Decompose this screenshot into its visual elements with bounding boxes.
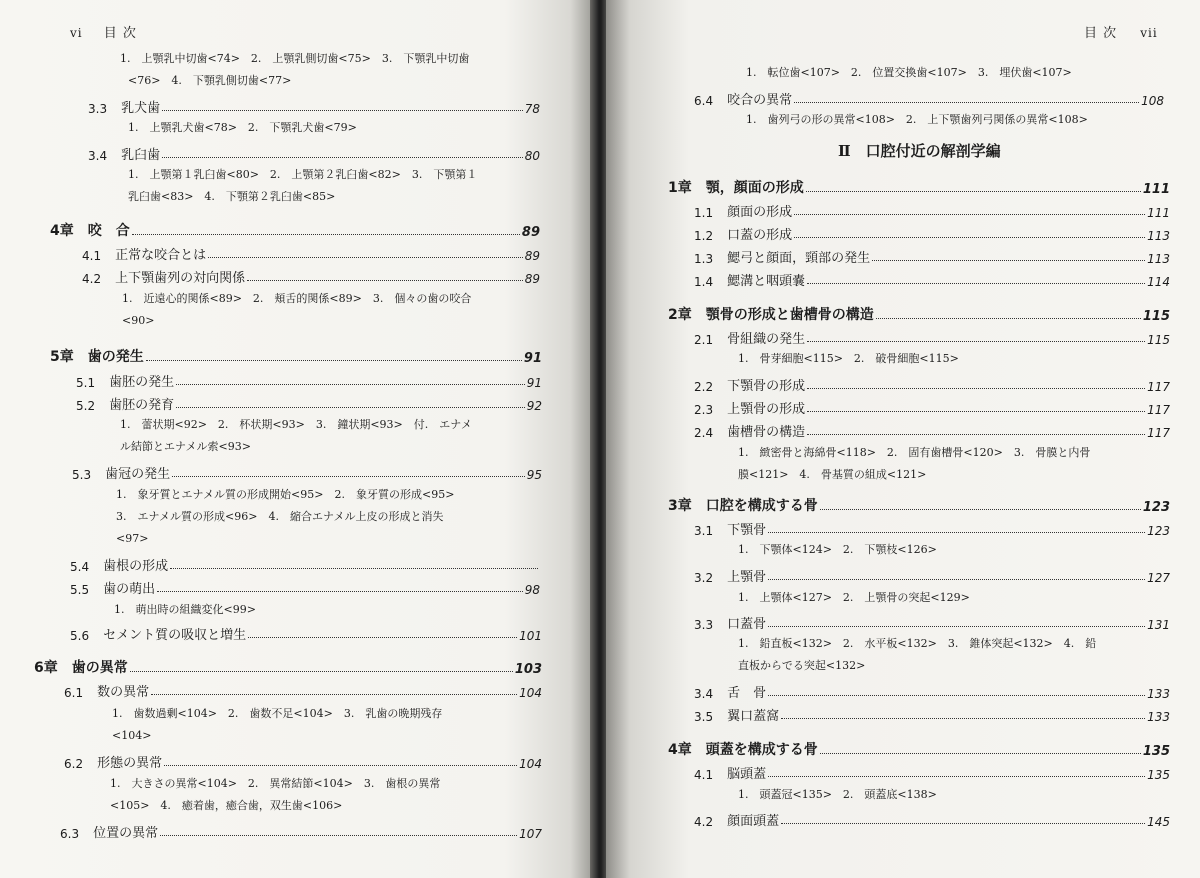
toc-section-row bbox=[694, 372, 1170, 394]
toc-number: 2章 bbox=[668, 307, 692, 323]
toc-section-row bbox=[82, 264, 540, 286]
toc-title: 歯槽骨の構造 bbox=[727, 425, 806, 440]
toc-number: 3.5 bbox=[694, 710, 714, 724]
toc-number: 2.3 bbox=[694, 403, 714, 417]
toc-leader-dots bbox=[768, 579, 1145, 580]
toc-title: 歯冠の発生 bbox=[105, 467, 171, 482]
toc-number: 2.2 bbox=[694, 380, 714, 394]
toc-subitems: 1. 上顎乳犬歯<78> 2. 下顎乳犬歯<79> bbox=[128, 121, 357, 134]
toc-leader-dots bbox=[794, 102, 1139, 103]
toc-subitems: 1. 頭蓋冠<135> 2. 頭蓋底<138> bbox=[738, 788, 937, 801]
toc-subitems: <97> bbox=[116, 532, 149, 545]
toc-subitems: 1. 象牙質とエナメル質の形成開始<95> 2. 象牙質の形成<95> bbox=[116, 488, 455, 501]
toc-subitems: <90> bbox=[122, 314, 155, 327]
toc-title: 下顎骨の形成 bbox=[727, 379, 806, 394]
toc-leader-dots bbox=[807, 283, 1145, 284]
toc-number: 1.4 bbox=[694, 275, 714, 289]
toc-subitems: 1. 上顎第１乳臼歯<80> 2. 上顎第２乳臼歯<82> 3. 下顎第１ bbox=[128, 168, 478, 181]
toc-section-row bbox=[70, 552, 540, 574]
toc-subitems: 膜<121> 4. 骨基質の組成<121> bbox=[738, 468, 927, 481]
toc-leader-dots bbox=[162, 110, 523, 111]
toc-title: 顔面頭蓋 bbox=[727, 814, 780, 829]
toc-page-number: 135 bbox=[1147, 768, 1170, 782]
toc-page-number: 101 bbox=[519, 629, 542, 643]
toc-title: 鰓弓と顔面，頸部の発生 bbox=[727, 251, 871, 266]
toc-leader-dots bbox=[872, 260, 1145, 261]
toc-number: 6.4 bbox=[694, 94, 714, 108]
toc-leader-dots bbox=[807, 388, 1145, 389]
toc-page-number: 103 bbox=[514, 662, 542, 677]
toc-page-number: 133 bbox=[1147, 687, 1170, 701]
toc-number: 4.2 bbox=[694, 815, 714, 829]
part-heading: Ⅱ 口腔付近の解剖学編 bbox=[838, 142, 1001, 160]
toc-page-number: 92 bbox=[526, 399, 542, 413]
left-page bbox=[0, 0, 594, 878]
toc-number: 3.4 bbox=[88, 149, 108, 163]
toc-title: 歯胚の発生 bbox=[109, 375, 175, 390]
toc-subitems: 1. 上顎乳中切歯<74> 2. 上顎乳側切歯<75> 3. 下顎乳中切歯 bbox=[120, 52, 470, 65]
toc-number: 4.2 bbox=[82, 272, 102, 286]
toc-page-number: 104 bbox=[519, 686, 542, 700]
toc-section-row bbox=[694, 86, 1164, 108]
toc-section-row bbox=[694, 267, 1170, 289]
toc-title: 歯の萌出 bbox=[103, 582, 156, 597]
toc-subitems: ル結節とエナメル索<93> bbox=[120, 440, 251, 453]
toc-number: 5.2 bbox=[76, 399, 96, 413]
toc-number: 6.3 bbox=[60, 827, 80, 841]
toc-leader-dots bbox=[164, 765, 517, 766]
toc-number: 5.1 bbox=[76, 376, 96, 390]
toc-page-number: 91 bbox=[526, 376, 542, 390]
toc-subitems: 1. 近遠心的関係<89> 2. 頬舌的関係<89> 3. 個々の歯の咬合 bbox=[122, 292, 472, 305]
toc-number: 2.4 bbox=[694, 426, 714, 440]
toc-section-row bbox=[88, 94, 540, 116]
toc-number: 3章 bbox=[668, 498, 692, 514]
toc-section-row bbox=[72, 460, 542, 482]
toc-leader-dots bbox=[162, 157, 523, 158]
toc-leader-dots bbox=[768, 626, 1145, 627]
toc-chapter-row bbox=[50, 218, 540, 240]
toc-section-row bbox=[76, 391, 542, 413]
toc-subitems: 1. 転位歯<107> 2. 位置交換歯<107> 3. 埋伏歯<107> bbox=[746, 66, 1072, 79]
toc-subitems: 3. エナメル質の形成<96> 4. 縮合エナメル上皮の形成と消失 bbox=[116, 510, 444, 523]
toc-title: 正常な咬合とは bbox=[115, 248, 207, 263]
toc-leader-dots bbox=[248, 637, 517, 638]
toc-title: 位置の異常 bbox=[93, 826, 159, 841]
toc-page-number: 95 bbox=[526, 468, 542, 482]
toc-title: 上顎骨 bbox=[727, 570, 767, 585]
toc-leader-dots bbox=[160, 835, 517, 836]
toc-section-row bbox=[694, 221, 1170, 243]
toc-page-number: 111 bbox=[1147, 206, 1170, 220]
right-header-title: 目 次 bbox=[1084, 26, 1118, 41]
toc-number: 3.3 bbox=[694, 618, 714, 632]
toc-leader-dots bbox=[768, 776, 1145, 777]
toc-title: 形態の異常 bbox=[97, 756, 163, 771]
toc-chapter-row bbox=[668, 737, 1170, 759]
toc-page-number: 133 bbox=[1147, 710, 1170, 724]
toc-leader-dots bbox=[807, 341, 1145, 342]
toc-page-number: 115 bbox=[1147, 333, 1170, 347]
toc-section-row bbox=[82, 241, 540, 263]
toc-section-row bbox=[694, 702, 1170, 724]
toc-title: 顎，顔面の形成 bbox=[705, 180, 804, 196]
toc-section-row bbox=[694, 610, 1170, 632]
toc-page-number: 113 bbox=[1147, 252, 1170, 266]
toc-title: 数の異常 bbox=[97, 685, 150, 700]
toc-number: 3.3 bbox=[88, 102, 108, 116]
toc-section-row bbox=[694, 807, 1170, 829]
toc-section-row bbox=[694, 516, 1170, 538]
toc-number: 3.2 bbox=[694, 571, 714, 585]
toc-leader-dots bbox=[781, 718, 1145, 719]
toc-subitems: 1. 上顎体<127> 2. 上顎骨の突起<129> bbox=[738, 591, 970, 604]
toc-section-row bbox=[694, 679, 1170, 701]
toc-section-row bbox=[694, 760, 1170, 782]
toc-number: 1.1 bbox=[694, 206, 714, 220]
toc-subitems: 1. 萌出時の組織変化<99> bbox=[114, 603, 256, 616]
toc-chapter-row bbox=[34, 655, 542, 677]
toc-number: 5.6 bbox=[70, 629, 90, 643]
toc-subitems: 1. 骨芽細胞<115> 2. 破骨細胞<115> bbox=[738, 352, 959, 365]
toc-leader-dots bbox=[247, 280, 523, 281]
toc-leader-dots bbox=[172, 476, 525, 477]
toc-number: 4章 bbox=[668, 742, 692, 758]
toc-number: 5章 bbox=[50, 349, 74, 365]
toc-title: 骨組織の発生 bbox=[727, 332, 806, 347]
toc-page-number: 131 bbox=[1147, 618, 1170, 632]
toc-section-row bbox=[694, 325, 1170, 347]
toc-leader-dots bbox=[170, 568, 538, 569]
toc-page-number: 113 bbox=[1147, 229, 1170, 243]
toc-leader-dots bbox=[781, 823, 1145, 824]
toc-section-row bbox=[694, 418, 1170, 440]
toc-subitems: 1. 蕾状期<92> 2. 杯状期<93> 3. 鐘状期<93> 付. エナメ bbox=[120, 418, 472, 431]
toc-page-number: 117 bbox=[1147, 403, 1170, 417]
toc-number: 4.1 bbox=[82, 249, 102, 263]
toc-subitems: 1. 鉛直板<132> 2. 水平板<132> 3. 錐体突起<132> 4. 鉛 bbox=[738, 637, 1097, 650]
toc-number: 5.5 bbox=[70, 583, 90, 597]
toc-title: 顎骨の形成と歯槽骨の構造 bbox=[705, 307, 874, 323]
toc-leader-dots bbox=[768, 532, 1145, 533]
toc-leader-dots bbox=[876, 318, 1141, 319]
toc-page-number: 145 bbox=[1147, 815, 1170, 829]
toc-number: 3.1 bbox=[694, 524, 714, 538]
toc-title: 鰓溝と咽頭嚢 bbox=[727, 274, 806, 289]
toc-title: 下顎骨 bbox=[727, 523, 767, 538]
toc-subitems: 1. 緻密骨と海綿骨<118> 2. 固有歯槽骨<120> 3. 骨膜と内骨 bbox=[738, 446, 1091, 459]
toc-page-number: 89 bbox=[521, 225, 540, 240]
toc-subitems: 乳臼歯<83> 4. 下顎第２乳臼歯<85> bbox=[128, 190, 336, 203]
toc-section-row bbox=[64, 749, 542, 771]
toc-subitems: 1. 歯数過剰<104> 2. 歯数不足<104> 3. 乳歯の晩期残存 bbox=[112, 707, 443, 720]
toc-title: 口蓋骨 bbox=[727, 617, 767, 632]
toc-leader-dots bbox=[820, 753, 1141, 754]
toc-leader-dots bbox=[820, 509, 1141, 510]
toc-section-row bbox=[694, 563, 1170, 585]
toc-page-number: 114 bbox=[1147, 275, 1170, 289]
toc-title: 咬 合 bbox=[87, 223, 130, 239]
toc-leader-dots bbox=[132, 234, 520, 235]
toc-leader-dots bbox=[807, 434, 1145, 435]
toc-leader-dots bbox=[807, 411, 1145, 412]
toc-chapter-row bbox=[50, 344, 542, 366]
toc-title: 歯の異常 bbox=[71, 660, 128, 676]
right-page bbox=[606, 0, 1200, 878]
toc-subitems: <104> bbox=[112, 729, 152, 742]
toc-subitems: 直板からでる突起<132> bbox=[738, 659, 866, 672]
toc-title: 乳犬歯 bbox=[121, 101, 161, 116]
toc-subitems: 1. 下顎体<124> 2. 下顎枝<126> bbox=[738, 543, 937, 556]
toc-page-number: 123 bbox=[1142, 500, 1170, 515]
toc-page-number: 91 bbox=[523, 351, 542, 366]
left-header-title: 目 次 bbox=[103, 26, 137, 41]
toc-section-row bbox=[70, 621, 542, 643]
toc-title: 舌 骨 bbox=[727, 686, 767, 701]
toc-number: 6章 bbox=[34, 660, 58, 676]
toc-number: 1章 bbox=[668, 180, 692, 196]
left-running-header bbox=[70, 22, 137, 41]
toc-chapter-row bbox=[668, 175, 1170, 197]
toc-chapter-row bbox=[668, 493, 1170, 515]
toc-title: セメント質の吸収と増生 bbox=[103, 628, 247, 643]
toc-number: 5.4 bbox=[70, 560, 90, 574]
toc-page-number: 80 bbox=[524, 149, 540, 163]
toc-leader-dots bbox=[157, 591, 523, 592]
toc-section-row bbox=[64, 678, 542, 700]
toc-page-number: 98 bbox=[524, 583, 540, 597]
toc-subitems: 1. 歯列弓の形の異常<108> 2. 上下顎歯列弓関係の異常<108> bbox=[746, 113, 1088, 126]
toc-subitems: 1. 大きさの異常<104> 2. 異常結節<104> 3. 歯根の異常 bbox=[110, 777, 441, 790]
toc-page-number: 89 bbox=[524, 272, 540, 286]
toc-title: 顔面の形成 bbox=[727, 205, 793, 220]
toc-title: 口腔を構成する骨 bbox=[705, 498, 818, 514]
toc-number: 6.1 bbox=[64, 686, 84, 700]
toc-leader-dots bbox=[176, 384, 525, 385]
toc-leader-dots bbox=[146, 360, 522, 361]
toc-number: 2.1 bbox=[694, 333, 714, 347]
right-running-header bbox=[1084, 22, 1158, 41]
right-page-number: vii bbox=[1140, 26, 1158, 40]
toc-title: 口蓋の形成 bbox=[727, 228, 793, 243]
toc-leader-dots bbox=[794, 214, 1145, 215]
left-page-number: vi bbox=[70, 26, 83, 40]
toc-number: 6.2 bbox=[64, 757, 84, 771]
toc-number: 1.2 bbox=[694, 229, 714, 243]
toc-section-row bbox=[88, 141, 540, 163]
toc-title: 乳臼歯 bbox=[121, 148, 161, 163]
toc-title: 歯の発生 bbox=[87, 349, 144, 365]
toc-number: 4章 bbox=[50, 223, 74, 239]
toc-page-number: 127 bbox=[1147, 571, 1170, 585]
toc-section-row bbox=[76, 368, 542, 390]
toc-subitems: <105> 4. 癒着歯，癒合歯，双生歯<106> bbox=[110, 799, 343, 812]
toc-leader-dots bbox=[130, 671, 513, 672]
toc-page-number: 89 bbox=[524, 249, 540, 263]
toc-page-number: 108 bbox=[1141, 94, 1164, 108]
toc-title: 頭蓋を構成する骨 bbox=[705, 742, 818, 758]
toc-page-number: 107 bbox=[519, 827, 542, 841]
toc-page-number: 117 bbox=[1147, 426, 1170, 440]
toc-page-number: 78 bbox=[524, 102, 540, 116]
toc-number: 3.4 bbox=[694, 687, 714, 701]
toc-number: 5.3 bbox=[72, 468, 92, 482]
toc-section-row bbox=[70, 575, 540, 597]
toc-title: 翼口蓋窩 bbox=[727, 709, 780, 724]
toc-title: 上顎骨の形成 bbox=[727, 402, 806, 417]
toc-page-number: 135 bbox=[1142, 744, 1170, 759]
toc-title: 歯胚の発育 bbox=[109, 398, 175, 413]
toc-page-number: 111 bbox=[1142, 182, 1170, 197]
toc-page-number: 123 bbox=[1147, 524, 1170, 538]
toc-title: 脳頭蓋 bbox=[727, 767, 767, 782]
toc-leader-dots bbox=[768, 695, 1145, 696]
toc-title: 上下顎歯列の対向関係 bbox=[115, 271, 246, 286]
toc-leader-dots bbox=[806, 191, 1141, 192]
toc-section-row bbox=[694, 395, 1170, 417]
toc-leader-dots bbox=[151, 694, 517, 695]
toc-title: 歯根の形成 bbox=[103, 559, 169, 574]
toc-title: 咬合の異常 bbox=[727, 93, 793, 108]
toc-section-row bbox=[694, 198, 1170, 220]
toc-page-number: 115 bbox=[1142, 309, 1170, 324]
toc-page-number: 104 bbox=[519, 757, 542, 771]
toc-subitems: <76> 4. 下顎乳側切歯<77> bbox=[128, 74, 292, 87]
toc-number: 4.1 bbox=[694, 768, 714, 782]
toc-section-row bbox=[60, 819, 542, 841]
toc-page-number: 117 bbox=[1147, 380, 1170, 394]
toc-leader-dots bbox=[794, 237, 1145, 238]
toc-leader-dots bbox=[176, 407, 525, 408]
toc-section-row bbox=[694, 244, 1170, 266]
toc-leader-dots bbox=[208, 257, 523, 258]
toc-number: 1.3 bbox=[694, 252, 714, 266]
toc-chapter-row bbox=[668, 302, 1170, 324]
